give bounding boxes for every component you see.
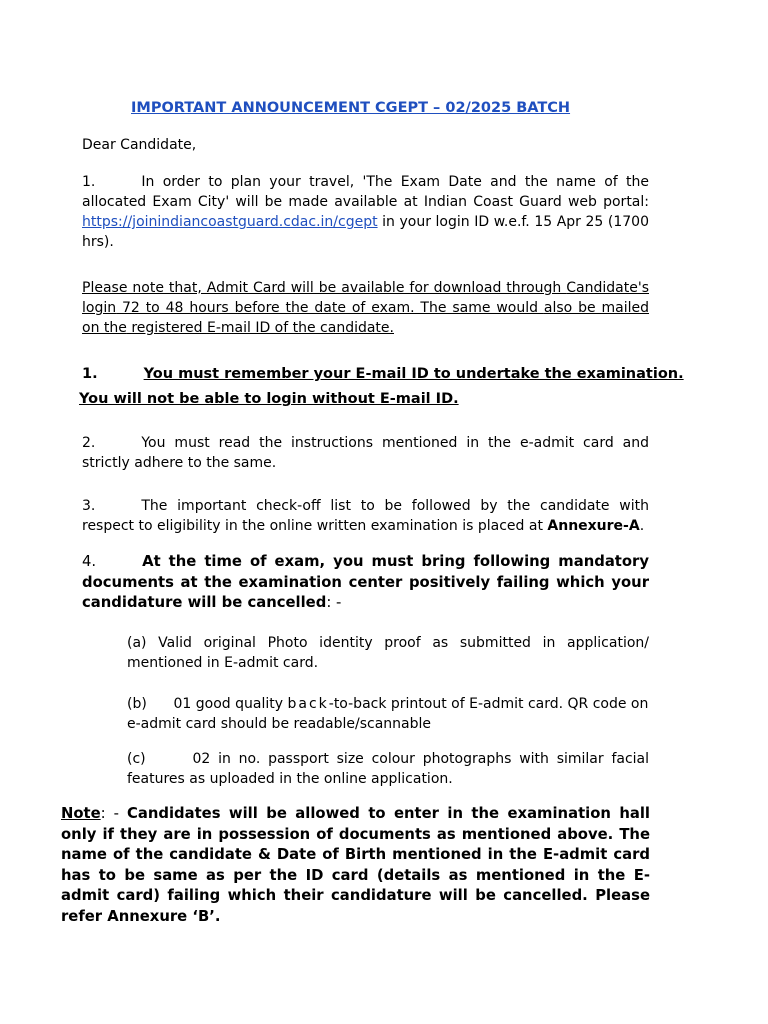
- greeting: Dear Candidate,: [82, 137, 197, 153]
- item-2-text: You must read the instructions mentioned in the e-admit card and strictly adhere to the same.: [82, 435, 649, 471]
- admit-note-part-1: Please note that, Admit Card will be available for download through: [82, 280, 567, 296]
- item-4-tail: : -: [326, 594, 342, 611]
- item-2-instructions: [82, 433, 649, 473]
- sub-item-b: [127, 694, 649, 734]
- portal-link[interactable]: https://joinindiancoastguard.cdac.in/cgept: [82, 214, 378, 230]
- final-note: [61, 804, 650, 928]
- item-3-checklist: [82, 496, 649, 536]
- annexure-a: Annexure-A: [547, 518, 640, 534]
- note-colon: : -: [100, 805, 127, 822]
- admit-note-part-4: also be mailed on the: [82, 300, 649, 336]
- sub-item-a: (a) Valid original Photo identity proof as submitted in application/ mentioned in E-admit card.: [127, 635, 649, 671]
- item-3-text: The important check-off list to be followed by the candidate with respect to eligibility in the online written examination is placed at: [82, 498, 649, 534]
- email-warning-line-1: [82, 364, 684, 384]
- admit-card-note: [82, 278, 649, 338]
- item-2-number: 2.: [82, 435, 96, 451]
- item-1-text-b: in your login ID w.e.f. 15 Apr 25 (1700 hrs).: [82, 214, 649, 250]
- item-4-documents: [82, 552, 649, 614]
- sub-item-c-text: 02 in no. passport size colour photographs with similar facial features as uploaded in the online application.: [127, 751, 650, 787]
- note-text: Candidates will be allowed to enter in the examination hall only if they are in possession of documents as mentioned above. The name of the candidate & Date of Birth mentioned in the E-admit card has to be same as per the ID card (details as mentioned in the E-admit card) failing which their candidature will be cancelled. Please refer Annexure ‘B’.: [61, 805, 650, 925]
- page-title: IMPORTANT ANNOUNCEMENT CGEPT – 02/2025 BATCH: [131, 100, 571, 116]
- email-warning-number: 1.: [82, 366, 98, 382]
- item-3-end: .: [639, 518, 645, 534]
- sub-item-b-spaced: back: [287, 696, 329, 712]
- sub-item-b-pre: 01 good quality: [173, 696, 288, 712]
- sub-item-b-post: -to-back printout of E-admit card. QR code on e-admit card should be readable/scannable: [127, 696, 649, 732]
- admit-note-part-5: registered: [126, 320, 207, 336]
- item-4-number: 4.: [82, 553, 97, 570]
- item-1-travel: [82, 172, 649, 252]
- admit-note-part-2: Candidate's login: [82, 280, 649, 316]
- note-label: Note: [61, 805, 101, 822]
- item-1-text-a: In order to plan your travel, 'The Exam Date and the name of the allocated Exam City' will be made available at Indian Coast Guard web portal:: [82, 174, 649, 210]
- item-4-bold-text: At the time of exam, you must bring following mandatory documents at the examination center positively failing which your candidature will be cancelled: [82, 553, 649, 611]
- sub-item-b-label: (b): [127, 696, 147, 712]
- item-1-number: 1.: [82, 174, 96, 190]
- email-warning-text-1: You must remember your E-mail ID to undertake the examination.: [143, 366, 684, 382]
- email-warning-line-2: You will not be able to login without E-mail ID.: [79, 391, 459, 407]
- sub-item-c: [127, 749, 649, 789]
- item-3-number: 3.: [82, 498, 96, 514]
- admit-note-part-6: E-mail ID of the candidate.: [206, 320, 394, 336]
- admit-note-part-3: 72 to 48 hours before the date of exam. The same would: [116, 300, 544, 316]
- sub-item-c-label: (c): [127, 751, 146, 767]
